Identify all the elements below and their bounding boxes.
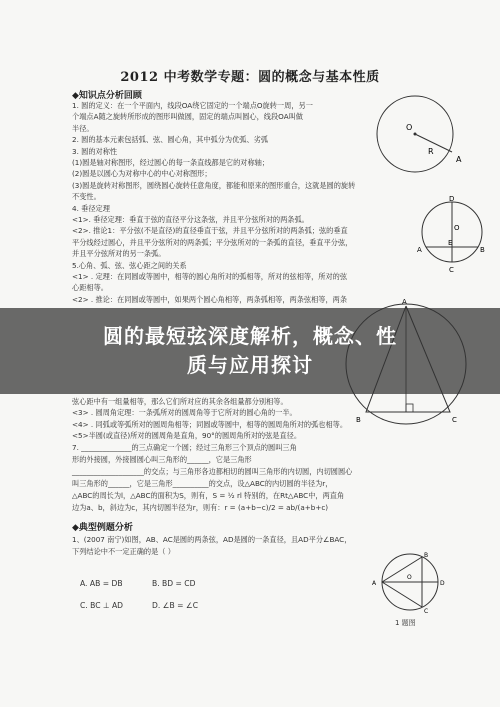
svg-text:A: A [402, 298, 407, 306]
text-line: (1)圆是轴对称图形，经过圆心的每一条直线都是它的对称轴； [72, 158, 270, 168]
text-line: 心距相等。 [72, 283, 108, 293]
text-line: <2>. 推论1：平分弦(不是直径)的直径垂直于弦，并且平分弦所对的两条弧；弦的垂直 [72, 226, 348, 236]
text-line: 2. 圆的基本元素包括弧、弦、圆心角，其中弧分为优弧、劣弧 [72, 135, 269, 145]
text-line: 叫三角形的______，它是三角形__________的交点，设△ABC的内切圆的半径为r， [72, 479, 333, 488]
text-line: (2)圆是以圆心为对称中心的中心对称图形； [72, 169, 212, 179]
section-heading-knowledge: ◆知识点分析回顾 [72, 91, 142, 101]
knowledge-text-block [72, 100, 372, 180]
option-a: A. AB = DB [80, 578, 123, 588]
svg-text:R: R [428, 147, 434, 156]
banner-title-line-2: 质与应用探讨 [187, 353, 313, 377]
text-line: 边为a、b，斜边为c，其内切圆半径为r，则有：r = (a+b−c)/2 = ab/(a+b+c) [72, 503, 329, 512]
text-line: △ABC的周长为l，△ABC的面积为S，则有，S = ½ rl 特别的，在Rt△ABC中，两直角 [72, 491, 345, 500]
text-line: <1>. 垂径定理：垂直于弦的直径平分这条弦，并且平分弦所对的两条弧。 [72, 215, 309, 224]
svg-text:O: O [407, 574, 412, 581]
svg-text:A: A [372, 580, 377, 587]
text-line: 4. 垂径定理 [72, 203, 110, 213]
banner-title-line-1: 圆的最短弦深度解析，概念、性 [103, 324, 397, 348]
svg-text:A: A [456, 155, 462, 164]
text-line: 半径。 [72, 123, 94, 133]
figure-caption: 1 题图 [395, 619, 416, 627]
example-question [72, 534, 392, 558]
bullet-icon: ◆ [72, 91, 79, 101]
text-line: 3. 圆的对称性 [72, 146, 118, 156]
question-line: 下列结论中不一定正确的是（ ） [72, 547, 175, 556]
knowledge-text-block-4 [72, 396, 362, 442]
svg-text:E: E [448, 239, 453, 247]
text-line: 个端点A随之旋转所形成的图形叫做圆，固定的端点叫圆心，线段OA叫做 [72, 112, 303, 122]
option-b: B. BD = CD [152, 578, 196, 588]
svg-text:O: O [454, 224, 460, 232]
text-line: <4> . 同弧或等弧所对的圆周角相等；同圆或等圆中，相等的圆周角所对的弧也相等。 [72, 419, 348, 429]
text-line: 并且平分弦所对的另一条弧。 [72, 249, 166, 259]
svg-text:D: D [449, 195, 455, 203]
knowledge-text-block-2 [72, 180, 412, 214]
page-title: 2012 中考数学专题：圆的概念与基本性质 [120, 70, 380, 85]
svg-text:A: A [417, 246, 422, 254]
option-d: D. ∠B = ∠C [152, 600, 198, 610]
text-line: 弦心距中有一组量相等，那么它们所对应的其余各组量都分别相等。 [72, 397, 288, 406]
text-line: 不变性。 [72, 192, 101, 202]
svg-text:D: D [440, 580, 445, 587]
text-line: 平分线经过圆心，并且平分弦所对的两条弧；平分弦所对的一条弧的直径，垂直平分弦， [72, 237, 353, 247]
text-line: <3> . 圆周角定理：一条弧所对的圆周角等于它所对的圆心角的一半。 [72, 408, 297, 418]
svg-text:O: O [406, 123, 413, 132]
overlay-banner [0, 308, 500, 394]
section-heading-examples: ◆典型例题分析 [72, 523, 133, 533]
svg-text:B: B [356, 416, 361, 424]
text-line: 1. 圆的定义：在一个平面内，线段OA绕它固定的一个端点O旋转一周，另一 [72, 101, 313, 110]
knowledge-text-block-3 [72, 214, 372, 305]
svg-text:C: C [424, 608, 429, 615]
text-line: 5.心角、弧、弦、弦心距之间的关系 [72, 260, 187, 270]
text-line: (3)圆是旋转对称图形，圆绕圆心旋转任意角度，都能和原来的图形重合，这就是圆的旋转 [72, 181, 356, 190]
svg-text:C: C [449, 266, 454, 274]
example-figure [370, 550, 450, 616]
text-line: 形的外接圆，外接圆圆心叫三角形的______，它是三角形 [72, 455, 252, 464]
text-line: <1> . 定理：在同圆或等圆中，相等的圆心角所对的弧相等，所对的弦相等，所对的弦 [72, 272, 348, 282]
svg-text:B: B [424, 552, 429, 559]
question-line: 1、(2007 南宁)如图，AB、AC是圆的两条弦，AD是圆的一条直径，且AD平分∠BAC， [72, 535, 352, 544]
perpendicular-diameter-figure [412, 192, 492, 280]
fill-in-questions [72, 442, 372, 514]
text-line: 7. ______________的三点确定一个圆；经过三角形三个顶点的圆叫三角 [72, 443, 297, 452]
text-line: <2> . 推论：在同圆或等圆中，如果两个圆心角相等，两条弧相等，两条弦相等，两条 [72, 294, 348, 304]
svg-text:C: C [452, 416, 457, 424]
text-line: ____________________的交点；与三角形各边都相切的圆叫三角形的内切圆，内切圆圆心 [72, 467, 353, 476]
svg-text:B: B [480, 246, 485, 254]
text-line: <5>半圆(或直径)所对的圆周角是直角，90°的圆周角所对的弦是直径。 [72, 431, 302, 441]
answer-options [80, 572, 320, 616]
circle-definition-figure [370, 92, 480, 182]
option-c: C. BC ⊥ AD [80, 600, 123, 610]
bullet-icon: ◆ [72, 523, 79, 533]
